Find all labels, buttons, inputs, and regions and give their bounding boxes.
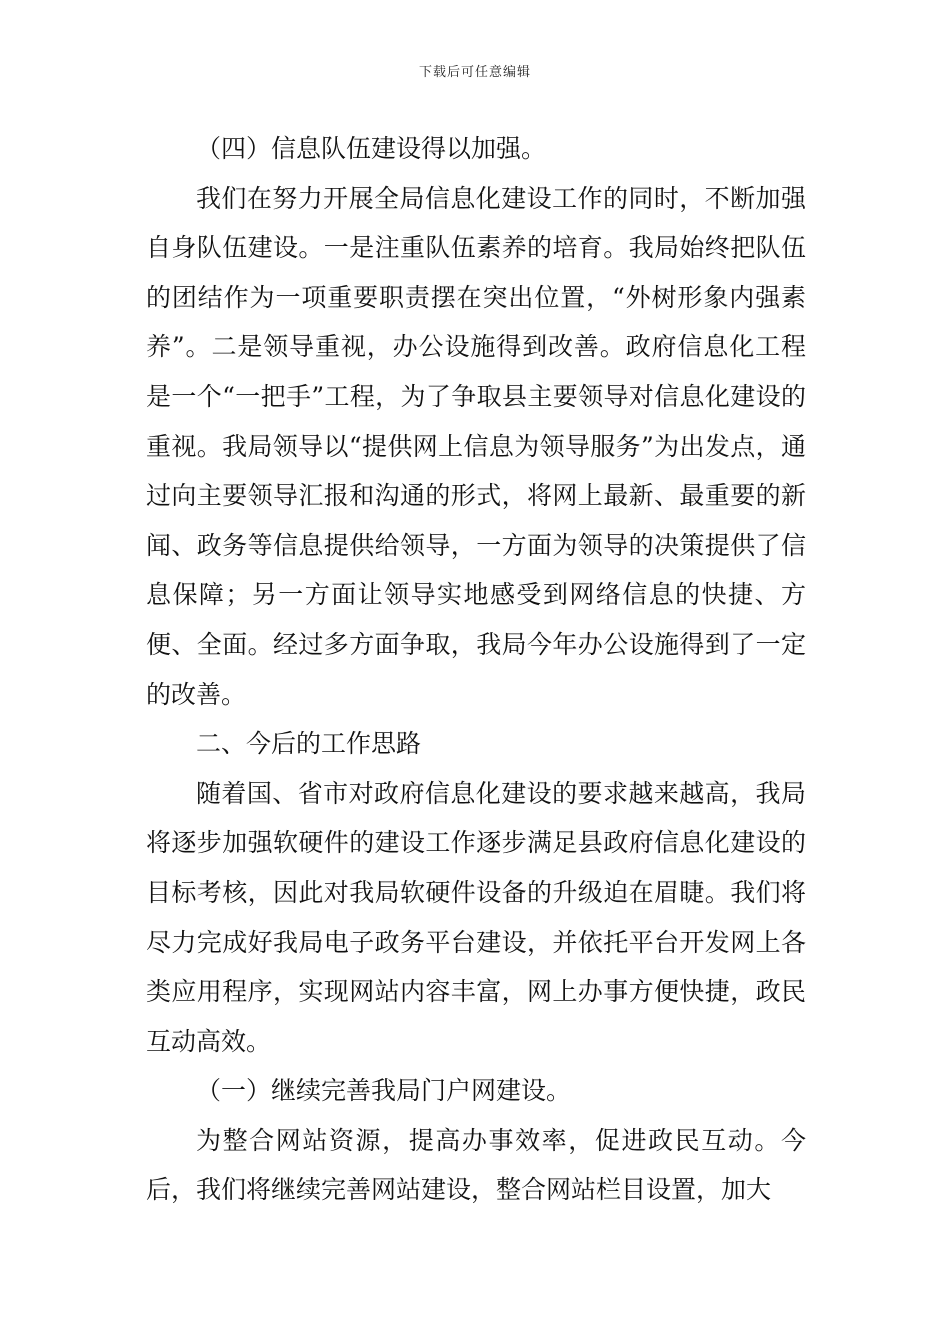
section-heading-1: （一）继续完善我局门户网建设。 [196, 1076, 572, 1106]
paragraph-future-plans: 随着国、省市对政府信息化建设的要求越来越高，我局将逐步加强软硬件的建设工作逐步满足县政府信息化建设的目标考核，因此对我局软硬件设备的升级迫在眉睫。我们将尽力完成好我局电子政务平台建设，并依托平台开发网上各类应用程序，实现网站内容丰富，网上办事方便快捷，政民互动高效。 [146, 778, 806, 1056]
paragraph-team-building: 我们在努力开展全局信息化建设工作的同时，不断加强自身队伍建设。一是注重队伍素养的培育。我局始终把队伍的团结作为一项重要职责摆在突出位置，“外树形象内强素养”。二是领导重视，办公设施得到改善。政府信息化工程是一个“一把手”工程，为了争取县主要领导对信息化建设的重视。我局领导以“提供网上信息为领导服务”为出发点，通过向主要领导汇报和沟通的形式，将网上最新、最重要的新闻、政务等信息提供给领导，一方面为领导的决策提供了信息保障；另一方面让领导实地感受到网络信息的快捷、方便、全面。经过多方面争取，我局今年办公设施得到了一定的改善。 [146, 183, 806, 709]
section-heading-future-plans: 二、今后的工作思路 [196, 729, 422, 759]
paragraph-portal-building: 为整合网站资源，提高办事效率，促进政民互动。今后，我们将继续完善网站建设，整合网站栏目设置，加大 [146, 1125, 806, 1205]
header-note: 下载后可任意编辑 [418, 65, 531, 80]
document-body [146, 124, 806, 1215]
section-heading-4: （四）信息队伍建设得以加强。 [196, 134, 547, 163]
